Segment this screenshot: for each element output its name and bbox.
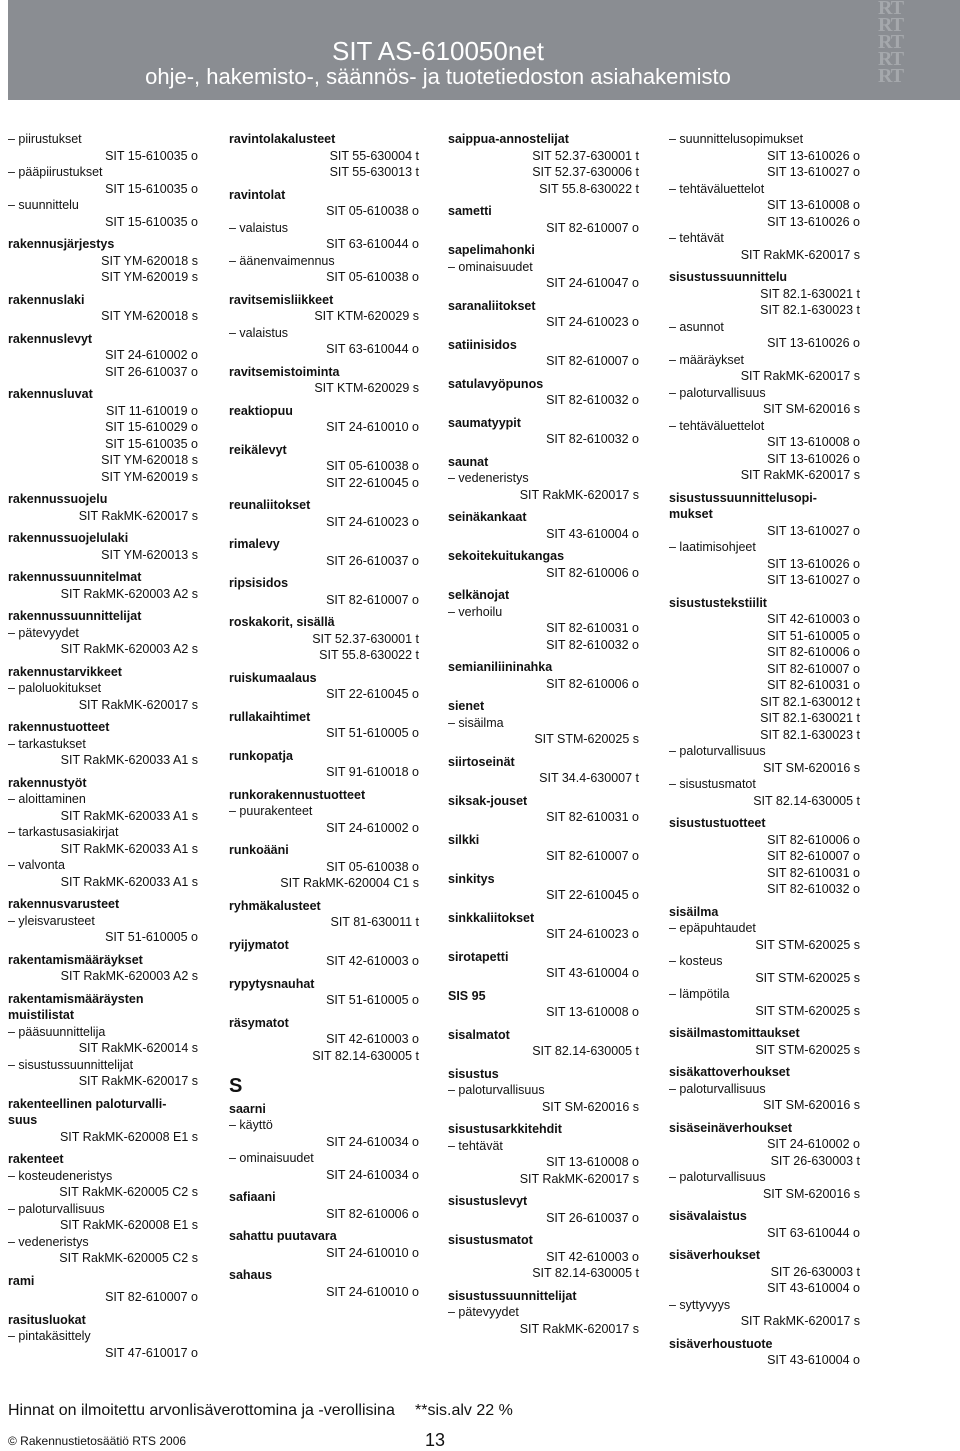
index-term: muistilistat <box>8 1008 74 1022</box>
index-term: rullakaihtimet <box>229 709 311 724</box>
index-term: rakennussuunnitelmat <box>8 570 142 584</box>
index-subterm: – syttyvyys <box>669 1297 731 1312</box>
index-term: rakennussuojelulaki <box>8 531 129 545</box>
price-note: Hinnat on ilmoitettu arvonlisäverottomina ja -verollisina <box>8 1402 395 1419</box>
logo-mark: RT <box>878 14 904 36</box>
index-subterm: – lämpötila <box>669 987 730 1001</box>
index-reference: SIT 82-610006 o <box>326 1206 419 1221</box>
index-reference: SIT SM-620016 s <box>541 1099 639 1114</box>
index-reference: SIT RakMK-620003 A2 s <box>60 642 198 656</box>
index-term: sienet <box>448 699 485 713</box>
index-reference: SIT 43-610004 o <box>546 966 639 980</box>
index-term: sahaus <box>229 1268 273 1282</box>
index-reference: SIT 51-610005 o <box>326 726 419 740</box>
index-term: rakennuslaki <box>8 292 85 307</box>
index-subterm: – tehtävät <box>669 231 724 245</box>
index-reference: SIT 24-610047 o <box>546 276 639 290</box>
logo-mark: RT <box>878 65 904 87</box>
index-subterm: – paloturvallisuus <box>669 744 766 758</box>
index-reference: SIT RakMK-620017 s <box>740 247 860 262</box>
index-term: saippua-annostelijat <box>448 132 569 146</box>
index-term: sinkitys <box>448 871 495 886</box>
logo-mark: RT <box>878 48 904 70</box>
index-term: saumatyypit <box>448 415 521 430</box>
index-reference: SIT 82-610032 o <box>546 637 639 652</box>
index-term: sirotapetti <box>448 949 509 964</box>
index-term: rakennustarvikkeet <box>8 664 122 679</box>
index-reference: SIT 82.14-630005 t <box>753 793 860 808</box>
vat-note: **sis.alv 22 % <box>415 1402 513 1419</box>
index-subterm: – yleisvarusteet <box>8 913 95 928</box>
index-term: siirtoseinät <box>448 754 515 769</box>
index-column-4 <box>669 131 860 1369</box>
index-reference: SIT 81-630011 t <box>330 915 419 929</box>
index-reference: SIT 82.14-630005 t <box>312 1048 419 1063</box>
index-reference: SIT 24-610034 o <box>326 1167 419 1182</box>
index-reference: SIT 24-610023 o <box>546 927 639 941</box>
index-reference: SIT 22-610045 o <box>546 888 639 902</box>
index-subterm: – ominaisuudet <box>448 259 533 274</box>
index-reference: SIT 63-610044 o <box>767 1225 860 1240</box>
index-term: rakenteellinen paloturvalli- <box>8 1096 167 1111</box>
index-reference: SIT 13-610026 o <box>767 148 860 163</box>
index-reference: SIT 82-610031 o <box>767 865 860 880</box>
index-term: rakennussuunnittelijat <box>8 609 142 623</box>
index-reference: SIT 15-610029 o <box>105 420 198 434</box>
index-subterm: – valaistus <box>229 325 289 340</box>
index-subterm: – pääsuunnittelija <box>8 1024 106 1039</box>
index-term: sisustussuunnittelusopi- <box>669 490 817 505</box>
index-reference: SIT 13-610008 o <box>767 435 860 449</box>
index-reference: SIT 82-610007 o <box>767 661 860 676</box>
index-subterm: – tehtävät <box>448 1138 503 1153</box>
index-reference: SIT 82.1-630023 t <box>760 727 860 742</box>
index-reference: SIT 13-610026 o <box>767 556 860 571</box>
index-reference: SIT 82-610007 o <box>546 354 639 368</box>
index-term: sisäverhoustuote <box>669 1336 773 1351</box>
index-reference: SIT 63-610044 o <box>326 237 419 251</box>
index-subterm: – sisustussuunnittelijat <box>8 1057 134 1072</box>
index-reference: SIT 82.1-630012 t <box>760 694 860 709</box>
index-reference: SIT 24-610034 o <box>326 1134 419 1149</box>
index-term: sisustuslevyt <box>448 1194 528 1208</box>
index-reference: SIT 13-610026 o <box>767 214 860 229</box>
index-term: sahattu puutavara <box>229 1229 337 1243</box>
index-term: sisustustekstiilit <box>669 595 767 610</box>
index-reference: SIT 42-610003 o <box>326 954 419 968</box>
index-reference: SIT 24-610002 o <box>105 348 198 362</box>
index-reference: SIT 05-610038 o <box>326 270 419 284</box>
index-term: sisävalaistus <box>669 1209 747 1223</box>
index-reference: SIT 26-630003 t <box>770 1153 860 1168</box>
index-reference: SIT KTM-620029 s <box>314 381 419 395</box>
index-reference: SIT 05-610038 o <box>326 204 419 218</box>
index-reference: SIT 82-610032 o <box>546 393 639 407</box>
index-reference: SIT SM-620016 s <box>762 1186 860 1201</box>
index-reference: SIT 42-610003 o <box>326 1032 419 1046</box>
index-term: rakenteet <box>8 1152 64 1166</box>
logo-mark: RT <box>878 0 904 19</box>
index-term: saunat <box>448 454 489 469</box>
index-reference: SIT 22-610045 o <box>326 475 419 490</box>
index-reference: SIT KTM-620029 s <box>314 309 419 323</box>
index-reference: SIT 43-610004 o <box>767 1281 860 1295</box>
index-reference: SIT 47-610017 o <box>105 1345 198 1360</box>
index-reference: SIT 82-610007 o <box>546 849 639 863</box>
index-reference: SIT RakMK-620017 s <box>519 487 639 502</box>
index-term: rakennusjärjestys <box>8 237 115 251</box>
index-reference: SIT 34.4-630007 t <box>539 771 639 785</box>
index-term: sisustusarkkitehdit <box>448 1122 562 1136</box>
index-subterm: – valvonta <box>8 858 65 872</box>
index-reference: SIT SM-620016 s <box>762 402 860 416</box>
index-reference: SIT STM-620025 s <box>534 732 639 746</box>
index-reference: SIT 82-610006 o <box>767 645 860 659</box>
index-reference: SIT 52.37-630001 t <box>532 148 639 163</box>
index-term: rakentamismääräysten <box>8 991 144 1006</box>
index-reference: SIT 82.1-630021 t <box>760 711 860 725</box>
index-term: sisäilmastomittaukset <box>669 1026 800 1040</box>
index-reference: SIT 42-610003 o <box>546 1249 639 1264</box>
index-term: rypytysnauhat <box>229 976 315 991</box>
index-reference: SIT RakMK-620033 A1 s <box>60 808 198 823</box>
index-subterm: – määräykset <box>669 352 745 367</box>
index-term: ravitsemisliikkeet <box>229 292 334 307</box>
index-reference: SIT 15-610035 o <box>105 148 198 163</box>
index-subterm: – vedeneristys <box>448 471 529 485</box>
index-reference: SIT 13-610008 o <box>546 1005 639 1019</box>
index-term: reunaliitokset <box>229 498 311 512</box>
index-reference: SIT 24-610010 o <box>326 1284 419 1299</box>
index-reference: SIT 55-630013 t <box>329 165 419 179</box>
index-term: sekoitekuitukangas <box>448 549 565 563</box>
index-reference: SIT 26-610037 o <box>546 1210 639 1225</box>
index-reference: SIT RakMK-620014 s <box>78 1041 198 1055</box>
index-term: reikälevyt <box>229 442 287 457</box>
index-reference: SIT 13-610027 o <box>767 573 860 587</box>
index-reference: SIT STM-620025 s <box>755 1042 860 1057</box>
index-reference: SIT 13-610027 o <box>767 523 860 538</box>
index-reference: SIT RakMK-620017 s <box>78 697 198 712</box>
index-subterm: – sisäilma <box>448 715 504 730</box>
index-term: satulavyöpunos <box>448 376 544 391</box>
index-reference: SIT RakMK-620017 s <box>740 1314 860 1328</box>
index-term: sisustus <box>448 1066 499 1081</box>
index-subterm: – tehtäväluettelot <box>669 418 765 433</box>
index-term: sisäkattoverhoukset <box>669 1065 790 1079</box>
index-reference: SIT 82.1-630021 t <box>760 286 860 301</box>
index-reference: SIT 82.14-630005 t <box>532 1044 639 1058</box>
index-reference: SIT 24-610002 o <box>326 820 419 835</box>
index-term: sisäseinäverhoukset <box>669 1120 792 1135</box>
index-term: siksak-jouset <box>448 793 528 808</box>
index-term: rimalevy <box>229 537 280 551</box>
index-reference: SIT SM-620016 s <box>762 1098 860 1112</box>
index-term: sinkkaliitokset <box>448 910 535 925</box>
index-reference: SIT RakMK-620033 A1 s <box>60 874 198 889</box>
index-reference: SIT YM-620018 s <box>101 253 198 268</box>
page-number: 13 <box>425 1430 446 1450</box>
index-term: sisustusmatot <box>448 1233 533 1247</box>
index-reference: SIT 82-610006 o <box>546 565 639 580</box>
rt-logo <box>878 0 930 100</box>
index-reference: SIT 52.37-630001 t <box>312 631 419 646</box>
index-subterm: – kosteus <box>669 954 723 968</box>
logo-mark: RT <box>878 31 904 53</box>
index-term: sisustussuunnittelu <box>669 270 788 284</box>
index-reference: SIT 55.8-630022 t <box>319 648 419 662</box>
index-reference: SIT RakMK-620008 E1 s <box>59 1218 198 1232</box>
index-subterm: – tarkastukset <box>8 736 86 751</box>
index-reference: SIT RakMK-620005 C2 s <box>59 1185 198 1199</box>
index-reference: SIT 82-610007 o <box>326 592 419 607</box>
index-reference: SIT RakMK-620017 s <box>78 1074 198 1088</box>
section-letter: S <box>229 1075 243 1097</box>
index-subterm: – pintakäsittely <box>8 1329 91 1343</box>
index-reference: SIT RakMK-620017 s <box>78 508 198 523</box>
index-reference: SIT 24-610023 o <box>546 315 639 329</box>
index-term: sametti <box>448 204 492 218</box>
index-term: roskakorit, sisällä <box>229 615 335 629</box>
index-subterm: – paloturvallisuus <box>8 1201 105 1216</box>
index-term: reaktiopuu <box>229 403 293 418</box>
index-subterm: – epäpuhtaudet <box>669 921 756 935</box>
index-reference: SIT 82-610006 o <box>546 676 639 691</box>
index-reference: SIT 15-610035 o <box>105 181 198 196</box>
index-term: ryijymatot <box>229 937 289 952</box>
index-reference: SIT 26-630003 t <box>770 1264 860 1279</box>
index-reference: SIT STM-620025 s <box>755 937 860 952</box>
index-term: saarni <box>229 1101 266 1116</box>
index-subterm: – käyttö <box>229 1118 273 1132</box>
index-term: rakennusvarusteet <box>8 897 120 911</box>
index-reference: SIT 51-610005 o <box>326 993 419 1007</box>
index-subterm: – vedeneristys <box>8 1234 89 1249</box>
index-term: räsymatot <box>229 1015 289 1030</box>
index-reference: SIT RakMK-620003 A2 s <box>60 586 198 601</box>
index-reference: SIT RakMK-620017 s <box>740 468 860 482</box>
index-term: rakentamismääräykset <box>8 952 143 967</box>
index-reference: SIT 22-610045 o <box>326 687 419 701</box>
index-reference: SIT 13-610027 o <box>767 165 860 179</box>
index-subterm: – puurakenteet <box>229 804 313 818</box>
index-reference: SIT RakMK-620017 s <box>519 1321 639 1336</box>
index-reference: SIT 82-610031 o <box>546 810 639 824</box>
index-term: silkki <box>448 832 480 847</box>
index-term: rakennustyöt <box>8 775 87 790</box>
index-term: SIS 95 <box>448 988 486 1003</box>
index-subterm: – ominaisuudet <box>229 1151 314 1165</box>
index-reference: SIT 82-610007 o <box>105 1290 198 1304</box>
index-term: selkänojat <box>448 588 510 602</box>
index-term: rakennusluvat <box>8 387 93 401</box>
index-term: ravitsemistoiminta <box>229 364 340 379</box>
index-term: sisäverhoukset <box>669 1248 761 1262</box>
index-term: safiaani <box>229 1190 276 1204</box>
index-subterm: – kosteudeneristys <box>8 1168 113 1183</box>
page-title: SIT AS-610050net <box>331 36 544 66</box>
index-column-1 <box>8 131 198 1361</box>
page-subtitle: ohje-, hakemisto-, säännös- ja tuotetiedoston asiahakemisto <box>145 64 731 89</box>
index-reference: SIT 26-610037 o <box>105 364 198 379</box>
index-reference: SIT RakMK-620008 E1 s <box>59 1129 198 1144</box>
index-subterm: – valaistus <box>229 220 289 235</box>
index-reference: SIT SM-620016 s <box>762 760 860 775</box>
index-subterm: – tehtäväluettelot <box>669 181 765 196</box>
index-subterm: – suunnittelusopimukset <box>669 132 804 146</box>
index-subterm: – paloturvallisuus <box>448 1083 545 1097</box>
index-term: sisalmatot <box>448 1027 510 1042</box>
index-term: ravintolat <box>229 187 286 202</box>
index-term: ryhmäkalusteet <box>229 898 321 913</box>
index-reference: SIT 24-610002 o <box>767 1137 860 1151</box>
index-reference: SIT YM-620018 s <box>101 309 198 323</box>
index-reference: SIT YM-620019 s <box>101 469 198 484</box>
index-reference: SIT 82-610031 o <box>767 678 860 692</box>
index-reference: SIT 82.1-630023 t <box>760 303 860 317</box>
index-term: runkopatja <box>229 748 293 763</box>
index-subterm: – aloittaminen <box>8 792 86 806</box>
index-term: runkoääni <box>229 843 289 857</box>
index-reference: SIT 13-610026 o <box>767 451 860 466</box>
index-subterm: – pääpiirustukset <box>8 165 103 179</box>
index-reference: SIT RakMK-620003 A2 s <box>60 969 198 983</box>
index-reference: SIT 51-610005 o <box>767 628 860 643</box>
index-reference: SIT 55.8-630022 t <box>539 181 639 196</box>
index-subterm: – paloturvallisuus <box>669 1081 766 1096</box>
index-reference: SIT YM-620019 s <box>101 270 198 284</box>
index-reference: SIT RakMK-620005 C2 s <box>59 1251 198 1265</box>
index-reference: SIT 51-610005 o <box>105 930 198 944</box>
index-column-3 <box>448 131 639 1337</box>
index-subterm: – tarkastusasiakirjat <box>8 825 119 839</box>
index-reference: SIT 91-610018 o <box>326 765 419 779</box>
index-subterm: – asunnot <box>669 319 724 334</box>
index-reference: SIT 82-610007 o <box>767 849 860 863</box>
index-reference: SIT 82-610032 o <box>546 432 639 446</box>
index-reference: SIT 13-610008 o <box>767 198 860 212</box>
index-reference: SIT RakMK-620033 A1 s <box>60 753 198 767</box>
index-term: ripsisidos <box>229 576 289 590</box>
index-subterm: – pätevyydet <box>8 625 79 640</box>
index-reference: SIT RakMK-620004 C1 s <box>280 876 419 890</box>
index-subterm: – sisustusmatot <box>669 777 756 791</box>
index-reference: SIT 82.14-630005 t <box>532 1266 639 1280</box>
index-term: suus <box>8 1113 38 1127</box>
index-term: rami <box>8 1273 35 1288</box>
index-reference: SIT 43-610004 o <box>546 526 639 541</box>
index-term: seinäkankaat <box>448 510 527 524</box>
index-reference: SIT 82-610032 o <box>767 882 860 896</box>
index-term: rasitusluokat <box>8 1312 86 1327</box>
header-banner <box>8 0 960 100</box>
index-subterm: – paloluokitukset <box>8 681 102 695</box>
index-term: ravintolakalusteet <box>229 132 336 146</box>
index-term: sisustustuotteet <box>669 816 766 830</box>
index-term: runkorakennustuotteet <box>229 787 366 802</box>
index-term: ruiskumaalaus <box>229 670 317 685</box>
index-reference: SIT 42-610003 o <box>767 612 860 626</box>
index-reference: SIT 82-610006 o <box>767 832 860 847</box>
index-reference: SIT 82-610031 o <box>546 621 639 635</box>
index-term: rakennustuotteet <box>8 720 110 734</box>
index-reference: SIT 24-610010 o <box>326 1245 419 1260</box>
index-subterm: – pätevyydet <box>448 1305 519 1319</box>
index-reference: SIT STM-620025 s <box>755 1003 860 1018</box>
index-reference: SIT 11-610019 o <box>106 403 198 418</box>
index-reference: SIT 43-610004 o <box>767 1353 860 1367</box>
index-reference: SIT 63-610044 o <box>326 342 419 356</box>
index-reference: SIT RakMK-620017 s <box>519 1171 639 1186</box>
index-reference: SIT 15-610035 o <box>105 214 198 229</box>
index-subterm: – suunnittelu <box>8 198 79 212</box>
copyright: © Rakennustietosäätiö RTS 2006 <box>8 1434 187 1448</box>
index-reference: SIT YM-620013 s <box>101 547 198 562</box>
index-subterm: – paloturvallisuus <box>669 1170 766 1184</box>
index-reference: SIT YM-620018 s <box>101 453 198 467</box>
index-subterm: – paloturvallisuus <box>669 385 766 400</box>
index-reference: SIT 05-610038 o <box>326 859 419 874</box>
index-term: mukset <box>669 507 713 521</box>
index-reference: SIT 24-610023 o <box>326 514 419 529</box>
index-term: sapelimahonki <box>448 243 535 257</box>
index-reference: SIT 24-610010 o <box>326 420 419 434</box>
index-reference: SIT 05-610038 o <box>326 459 419 473</box>
index-term: semianiliininahka <box>448 660 553 674</box>
index-subterm: – äänenvaimennus <box>229 253 335 268</box>
index-term: sisustussuunnittelijat <box>448 1288 577 1303</box>
index-reference: SIT STM-620025 s <box>755 970 860 985</box>
index-subterm: – piirustukset <box>8 132 82 146</box>
index-reference: SIT 82-610007 o <box>546 220 639 235</box>
index-term: rakennuslevyt <box>8 331 93 346</box>
index-term: satiinisidos <box>448 337 517 352</box>
index-term: rakennussuojelu <box>8 492 108 506</box>
index-reference: SIT RakMK-620017 s <box>740 369 860 383</box>
index-subterm: – verhoilu <box>448 604 503 619</box>
index-reference: SIT 55-630004 t <box>329 148 419 163</box>
index-reference: SIT 26-610037 o <box>326 553 419 568</box>
index-subterm: – laatimisohjeet <box>669 540 756 554</box>
index-reference: SIT 15-610035 o <box>105 436 198 451</box>
index-reference: SIT RakMK-620033 A1 s <box>60 841 198 856</box>
index-term: saranaliitokset <box>448 298 536 313</box>
index-reference: SIT 13-610026 o <box>767 336 860 350</box>
index-term: sisäilma <box>669 904 719 919</box>
index-reference: SIT 52.37-630006 t <box>532 165 639 179</box>
index-column-2 <box>229 131 419 1300</box>
index-reference: SIT 13-610008 o <box>546 1155 639 1169</box>
